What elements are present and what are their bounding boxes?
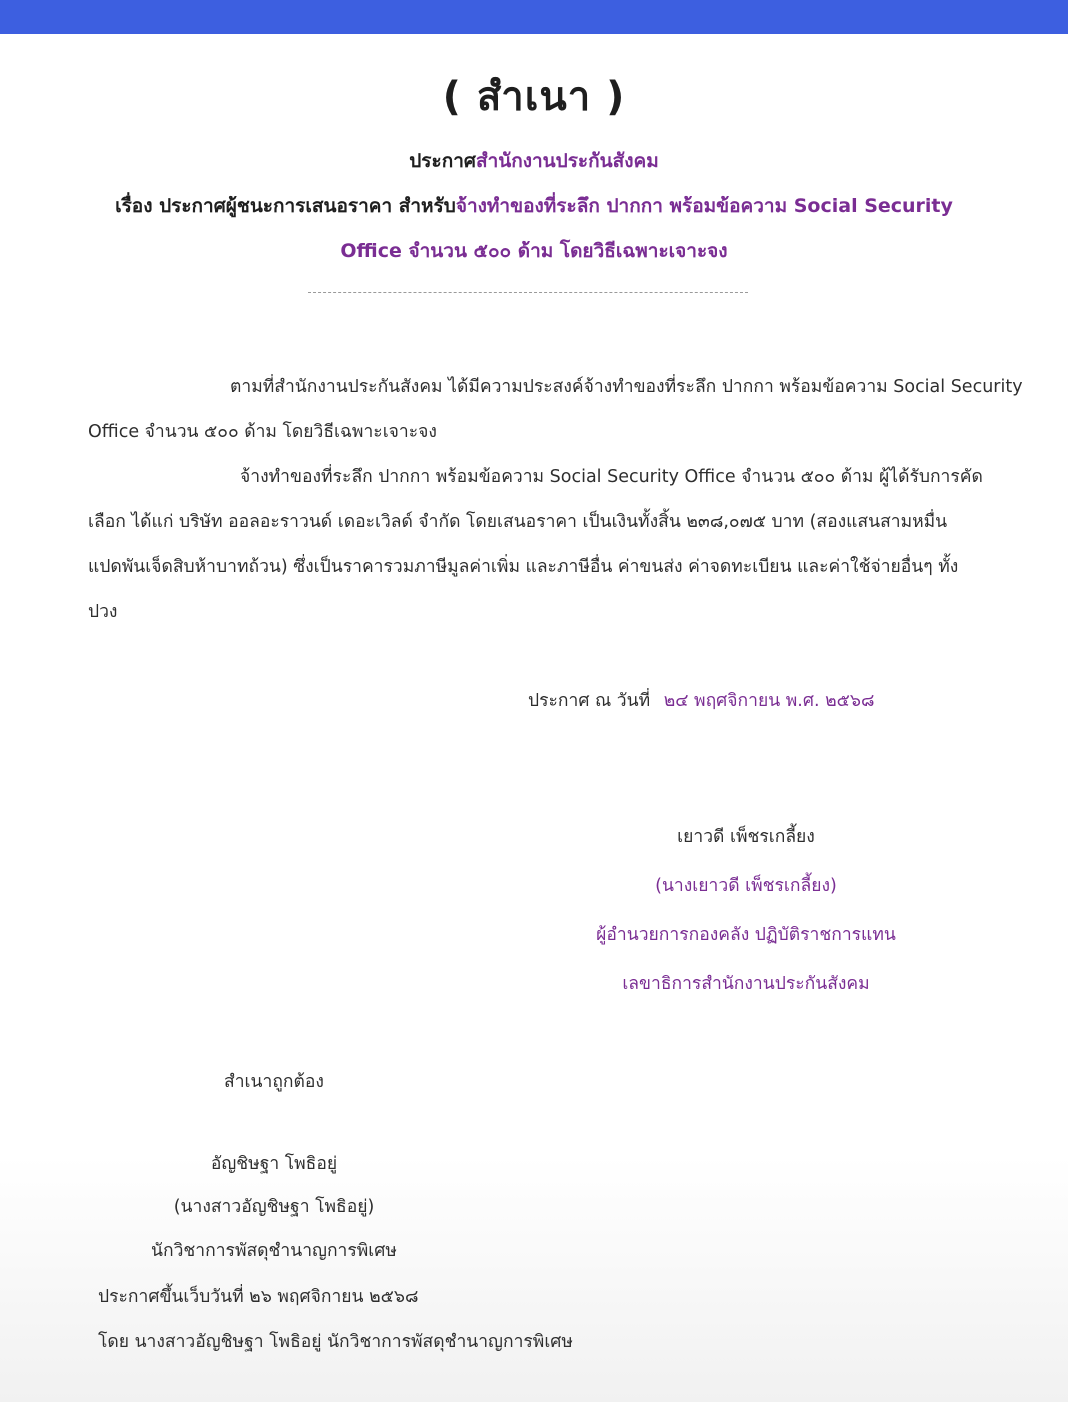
paragraph-2-line-4: ปวง: [88, 602, 118, 622]
signatory-position-1: ผู้อำนวยการกองคลัง ปฏิบัติราชการแทน: [596, 925, 896, 945]
web-posted-date: ประกาศขึ้นเว็บวันที่ ๒๖ พฤศจิกายน ๒๕๖๘: [98, 1287, 419, 1307]
signatory-position-2: เลขาธิการสำนักงานประกันสังคม: [622, 974, 870, 994]
signatory-full-name: (นางเยาวดี เพ็ชรเกลี้ยง): [655, 876, 837, 896]
subject-prefix: เรื่อง ประกาศผู้ชนะการเสนอราคา สำหรับ: [115, 195, 456, 217]
subject-line-1: [0, 191, 1068, 221]
posted-by: โดย นางสาวอัญชิษฐา โพธิอยู่ นักวิชาการพัสดุชำนาญการพิเศษ: [98, 1332, 573, 1352]
paragraph-2-line-2: เลือก ได้แก่ บริษัท ออลอะราวนด์ เดอะเวิลด์ จำกัด โดยเสนอราคา เป็นเงินทั้งสิ้น ๒๓๘,๐๗๕ บาท (สองแสนสามหมื่น: [88, 512, 948, 532]
copy-position: นักวิชาการพัสดุชำนาญการพิเศษ: [151, 1241, 397, 1261]
subject-item: จ้างทำของที่ระลึก ปากกา พร้อมข้อความ Social Security: [455, 195, 953, 217]
announcer-line: [0, 146, 1068, 176]
paragraph-1-line-1: ตามที่สำนักงานประกันสังคม ได้มีความประสงค์จ้างทำของที่ระลึก ปากกา พร้อมข้อความ Social Security: [230, 377, 1023, 397]
paragraph-1-line-2: Office จำนวน ๕๐๐ ด้าม โดยวิธีเฉพาะเจาะจง: [88, 422, 437, 442]
subject-line-2: Office จำนวน ๕๐๐ ด้าม โดยวิธีเฉพาะเจาะจง: [340, 240, 728, 262]
announcer-name: สำนักงานประกันสังคม: [475, 150, 659, 172]
copy-full-name: (นางสาวอัญชิษฐา โพธิอยู่): [173, 1197, 375, 1217]
document-title: ( สำเนา ): [442, 74, 626, 120]
paragraph-2-line-3: แปดพันเจ็ดสิบห้าบาทถ้วน) ซึ่งเป็นราคารวมภาษีมูลค่าเพิ่ม และภาษีอื่น ค่าขนส่ง ค่าจดทะเบียน และค่าใช้จ่ายอื่นๆ ทั้ง: [88, 557, 959, 577]
copy-certified-label: สำเนาถูกต้อง: [224, 1072, 324, 1092]
announcer-prefix: ประกาศ: [409, 150, 476, 172]
copy-signature: อัญชิษฐา โพธิอยู่: [210, 1154, 338, 1174]
separator-rule: [308, 292, 748, 293]
paragraph-2-line-1: จ้างทำของที่ระลึก ปากกา พร้อมข้อความ Social Security Office จำนวน ๕๐๐ ด้าม ผู้ได้รับการคัด: [240, 467, 983, 487]
announce-date-value: ๒๔ พฤศจิกายน พ.ศ. ๒๕๖๘: [663, 691, 875, 711]
signatory-signature: เยาวดี เพ็ชรเกลี้ยง: [677, 827, 815, 847]
announce-date-line: [528, 686, 874, 714]
document-page: [0, 34, 1068, 1402]
announce-date-prefix: ประกาศ ณ วันที่: [528, 691, 651, 711]
top-bar: [0, 0, 1068, 34]
